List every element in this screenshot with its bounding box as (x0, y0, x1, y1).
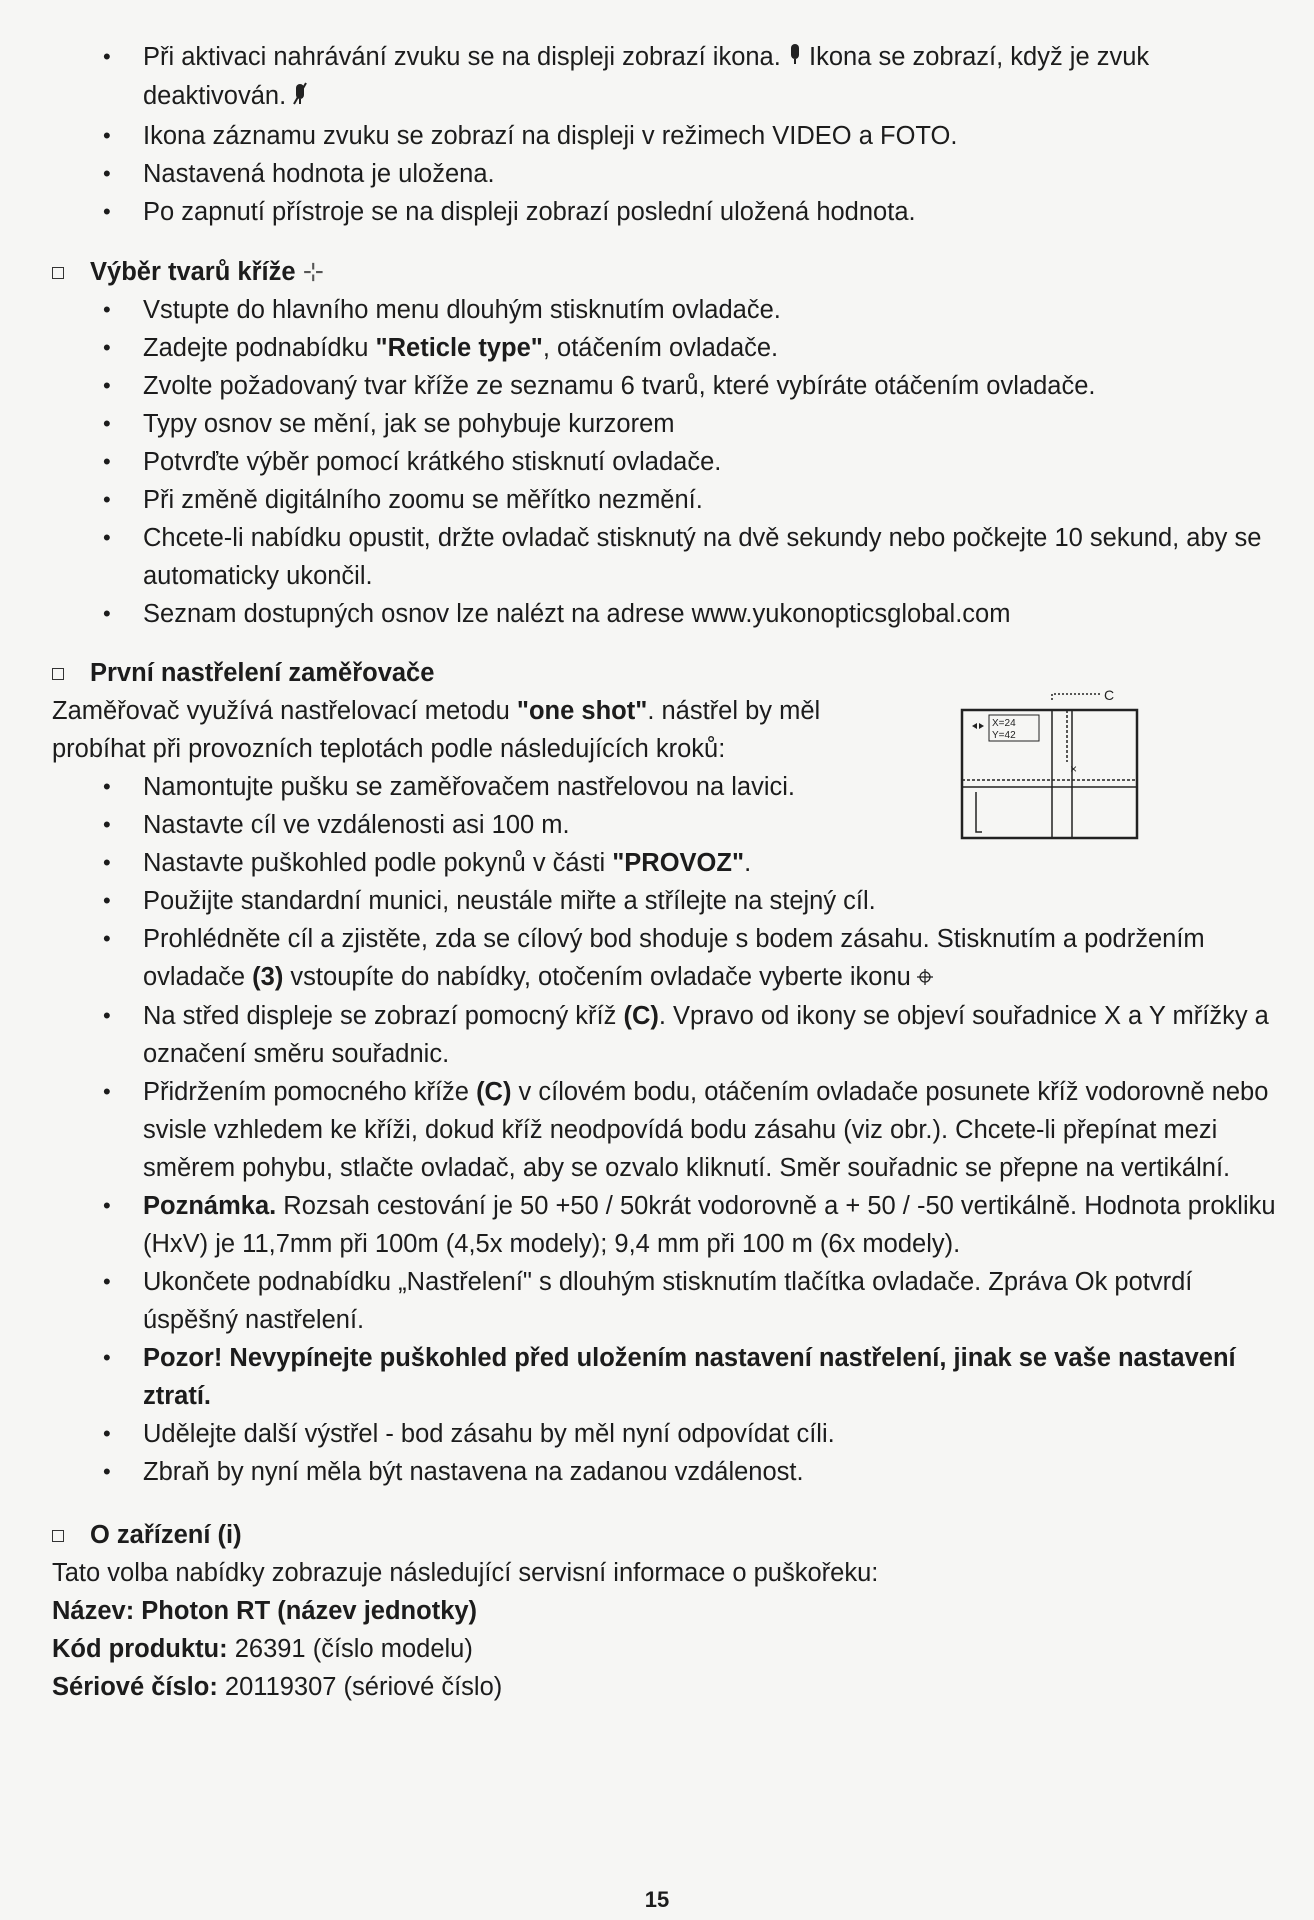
list-item: • Zbraň by nyní měla být nastavena na zadanou vzdálenost. (52, 1453, 1277, 1491)
list-item: • Přidržením pomocného kříže (C) v cílovém bodu, otáčením ovladače posunete kříž vodorovně nebo svisle vzhledem ke kříži, dokud kříž neodpovídá bodu zásahu (viz obr.). Chcete-li přepínat mezi směrem pohybu, stlačte ovladač, aby se ozvalo kliknutí. Směr souřadnic se přepne na vertikální. (52, 1073, 1277, 1187)
list-item: • Namontujte pušku se zaměřovačem nastřelovou na lavici. (52, 768, 1277, 806)
hit-mark: × (1070, 761, 1078, 776)
label-c: C (1104, 686, 1115, 703)
list-item: • Seznam dostupných osnov lze nalézt na adrese www.yukonopticsglobal.com (52, 595, 1277, 633)
list-item: • Chcete-li nabídku opustit, držte ovladač stisknutý na dvě sekundy nebo počkejte 10 sekund, aby se automaticky ukončil. (52, 519, 1277, 595)
checkbox-icon (52, 668, 64, 680)
list-item: • Potvrďte výběr pomocí krátkého stisknutí ovladače. (52, 443, 1277, 481)
reticle-icon: ⊹ (302, 257, 324, 286)
list-item: • Při aktivaci nahrávání zvuku se na displeji zobrazí ikona. Ikona se zobrazí, když je zvuk deaktivován. (52, 38, 1277, 117)
direction-arrows-icon (972, 723, 984, 729)
list-item: • Nastavte puškohled podle pokynů v části "PROVOZ". (52, 844, 1277, 882)
section-heading: První nastřelení zaměřovače (52, 654, 1277, 692)
audio-bullets (52, 38, 1277, 231)
device-intro: Tato volba nabídky zobrazuje následující servisní informace o puškořeku: (52, 1558, 879, 1587)
list-item: • Pozor! Nevypínejte puškohled před uložením nastavení nastřelení, jinak se vaše nastavení ztratí. (52, 1339, 1277, 1415)
manual-page (52, 38, 1277, 1706)
list-item: • Zadejte podnabídku "Reticle type", otáčením ovladače. (52, 329, 1277, 367)
zeroing-icon (918, 959, 934, 997)
list-item: • Zvolte požadovaný tvar kříže ze seznamu 6 tvarů, které vybíráte otáčením ovladače. (52, 367, 1277, 405)
list-item: • Prohlédněte cíl a zjistěte, zda se cílový bod shoduje s bodem zásahu. Stisknutím a podržením ovladače (3) vstoupíte do nabídky, otočením ovladače vyberte ikonu (52, 920, 1277, 997)
zeroing-section (52, 654, 1277, 1491)
list-item: • Po zapnutí přístroje se na displeji zobrazí poslední uložená hodnota. (52, 193, 1277, 231)
reticle-bullets (52, 291, 1277, 633)
reticle-section (52, 253, 1277, 633)
section-heading: Výběr tvarů kříže ⊹ (52, 253, 1277, 291)
device-name: Název: Photon RT (název jednotky) (52, 1596, 478, 1625)
zeroing-intro: Zaměřovač využívá nastřelovací metodu "one shot". nástřel by měl (52, 696, 821, 725)
list-item: • Na střed displeje se zobrazí pomocný kříž (C). Vpravo od ikony se objeví souřadnice X a Y mřížky a označení směru souřadnic. (52, 997, 1277, 1073)
device-section (52, 1516, 1277, 1706)
checkbox-icon (52, 267, 64, 279)
list-item: • Použijte standardní munici, neustále miřte a střílejte na stejný cíl. (52, 882, 1277, 920)
list-item: • Nastavte cíl ve vzdálenosti asi 100 m. (52, 806, 1277, 844)
zeroing-bullets (52, 768, 1277, 1491)
list-item: • Vstupte do hlavního menu dlouhým stisknutím ovladače. (52, 291, 1277, 329)
y-coordinate: Y=42 (992, 729, 1016, 741)
product-code: Kód produktu: 26391 (číslo modelu) (52, 1634, 473, 1663)
checkbox-icon (52, 1530, 64, 1542)
zeroing-intro-2: probíhat při provozních teplotách podle následujících kroků: (52, 734, 726, 763)
microphone-on-icon (788, 39, 802, 77)
list-item: • Nastavená hodnota je uložena. (52, 155, 1277, 193)
list-item: • Při změně digitálního zoomu se měřítko nezmění. (52, 481, 1277, 519)
microphone-off-icon (293, 79, 307, 117)
list-item: • Udělejte další výstřel - bod zásahu by měl nyní odpovídat cíli. (52, 1415, 1277, 1453)
page-number: 15 (644, 1887, 670, 1912)
list-item: • Ukončete podnabídku „Nastřelení" s dlouhým stisknutím tlačítka ovladače. Zpráva Ok potvrdí úspěšný nastřelení. (52, 1263, 1277, 1339)
x-coordinate: X=24 (992, 717, 1016, 729)
section-heading: O zařízení (i) (52, 1516, 1277, 1554)
list-item: • Poznámka. Rozsah cestování je 50 +50 / 50krát vodorovně a + 50 / -50 vertikálně. Hodnota prokliku (HxV) je 11,7mm při 100m (4,5x modely); 9,4 mm při 100 m (6x modely). (52, 1187, 1277, 1263)
serial-number: Sériové číslo: 20119307 (sériové číslo) (52, 1672, 503, 1701)
list-item: • Ikona záznamu zvuku se zobrazí na displeji v režimech VIDEO a FOTO. (52, 117, 1277, 155)
list-item: • Typy osnov se mění, jak se pohybuje kurzorem (52, 405, 1277, 443)
